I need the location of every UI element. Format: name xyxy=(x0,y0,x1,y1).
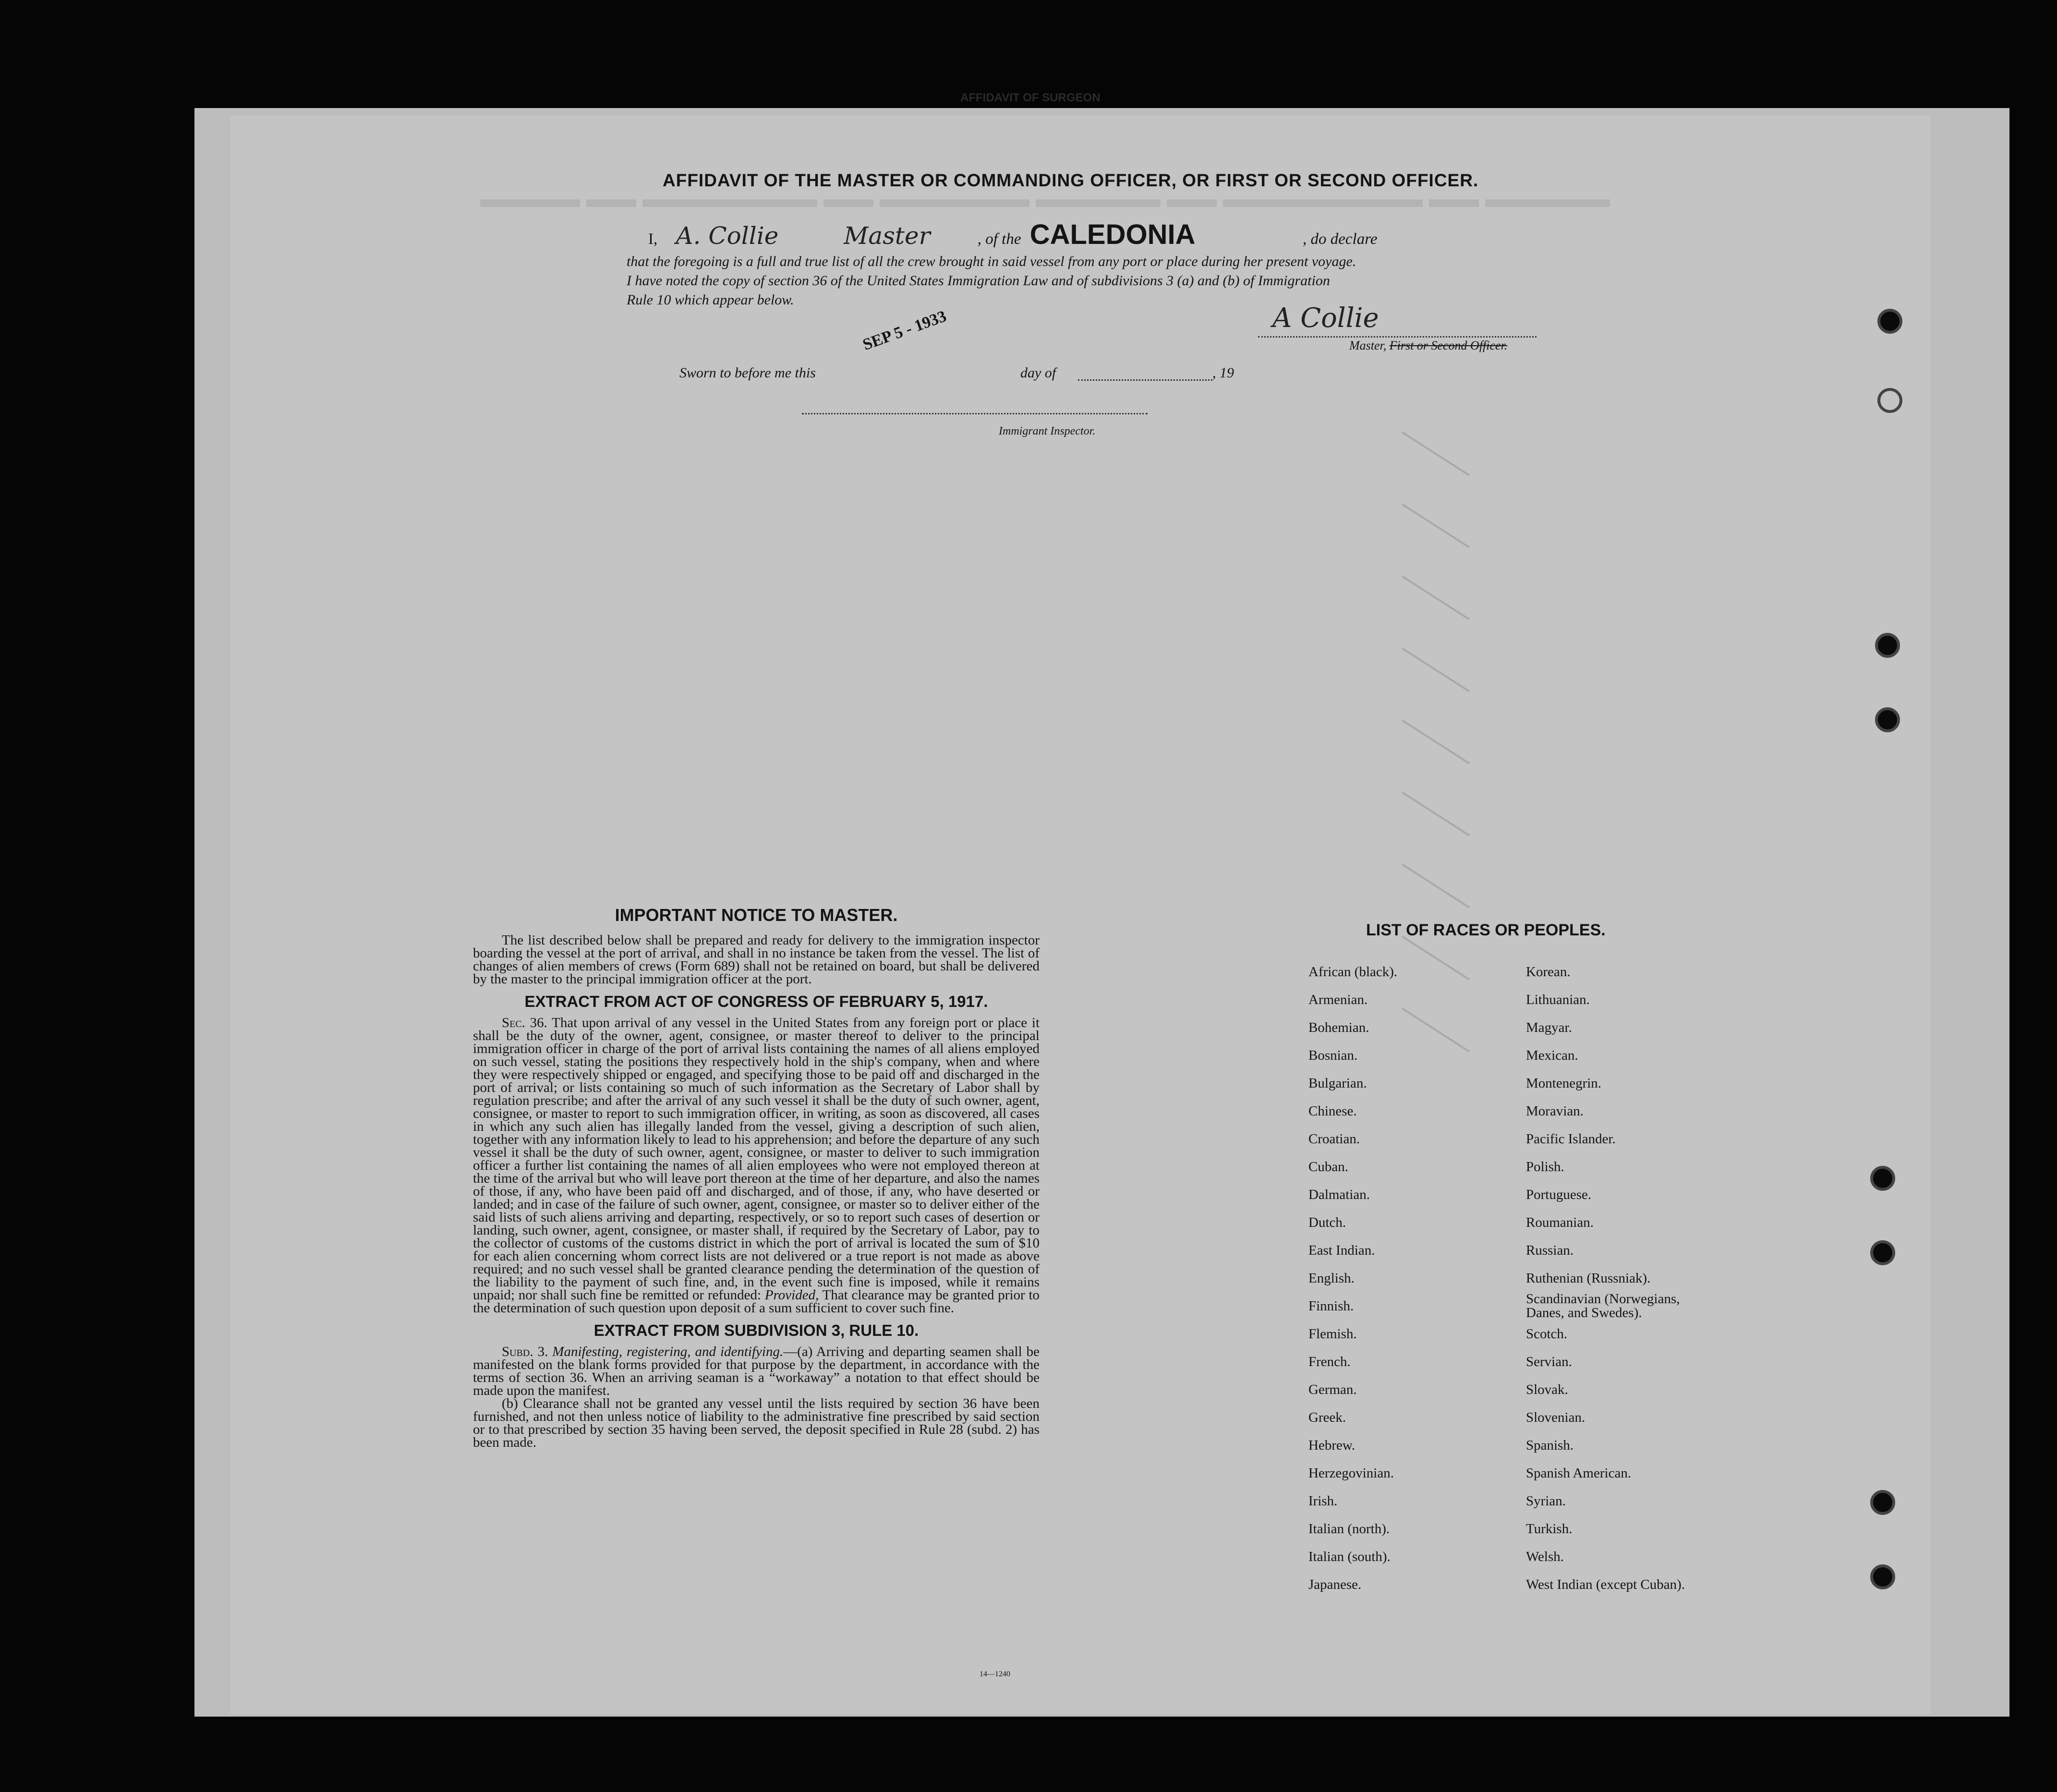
race-item: Spanish. xyxy=(1526,1438,1574,1453)
date-stamp: SEP 5 - 1933 xyxy=(860,307,949,354)
race-item: Scandinavian (Norwegians, Danes, and Swedes). xyxy=(1526,1291,1680,1320)
notice-body: The list described below shall be prepared and ready for delivery to the immigration inspector boarding the vessel at the port of arrival, and shall in no instance be taken from the vessel. The list of changes of alien members of crews (Form 689) shall not be retained on board, but shall be delivered by the master to the principal immigration officer at the port. xyxy=(473,932,1040,987)
master-name-field xyxy=(662,222,974,250)
race-item: Finnish. xyxy=(1308,1298,1354,1314)
of-the-text: , of the xyxy=(977,230,1021,248)
race-item: Irish. xyxy=(1308,1493,1338,1509)
race-item: Scotch. xyxy=(1526,1326,1568,1342)
race-item: Dalmatian. xyxy=(1308,1187,1370,1202)
form-number: 14—1240 xyxy=(980,1670,1010,1678)
race-item: Flemish. xyxy=(1308,1326,1357,1342)
officer-struck: First or Second Officer. xyxy=(1389,339,1508,352)
race-item: African (black). xyxy=(1308,964,1398,980)
affidavit-line-4: Rule 10 which appear below. xyxy=(627,292,794,308)
provided-word: Provided, xyxy=(764,1287,819,1303)
notice-title: IMPORTANT NOTICE TO MASTER. xyxy=(615,905,898,925)
extract-1-title: EXTRACT FROM ACT OF CONGRESS OF FEBRUARY 5, 1917. xyxy=(524,993,988,1010)
vessel-name: CALEDONIA xyxy=(1029,219,1196,250)
race-item: Mexican. xyxy=(1526,1048,1578,1063)
sec-36-tail: That clearance may be granted prior to the determination of such question upon deposit of a sum sufficient to cover such fine. xyxy=(473,1287,1040,1316)
binder-hole xyxy=(1875,707,1900,732)
binder-hole xyxy=(1877,309,1902,334)
race-item: German. xyxy=(1308,1382,1357,1397)
binder-hole xyxy=(1870,1564,1895,1589)
day-of-text: day of xyxy=(1020,365,1056,381)
affidavit-heading: AFFIDAVIT OF THE MASTER OR COMMANDING OFFICER, OR FIRST OR SECOND OFFICER. xyxy=(663,170,1479,190)
race-item: Roumanian. xyxy=(1526,1215,1594,1230)
race-item: Syrian. xyxy=(1526,1493,1566,1509)
subd-italic: Manifesting, registering, and identifying. xyxy=(552,1344,784,1359)
sworn-line xyxy=(679,365,816,381)
race-item: Herzegovinian. xyxy=(1308,1465,1394,1481)
extract-2-title: EXTRACT FROM SUBDIVISION 3, RULE 10. xyxy=(593,1321,919,1339)
race-item: Korean. xyxy=(1526,964,1571,980)
race-item: Portuguese. xyxy=(1526,1187,1592,1202)
race-item: Slovak. xyxy=(1526,1382,1568,1397)
race-item: Cuban. xyxy=(1308,1159,1348,1174)
day-of-line xyxy=(1078,379,1212,381)
binder-hole xyxy=(1870,1166,1895,1191)
race-item: Bosnian. xyxy=(1308,1048,1358,1063)
sec-36-label: Sec. 36. xyxy=(502,1015,547,1030)
race-item: Bulgarian. xyxy=(1308,1076,1367,1091)
race-item: French. xyxy=(1308,1354,1351,1369)
race-item: Pacific Islander. xyxy=(1526,1131,1616,1147)
affidavit-line-2: that the foregoing is a full and true list of all the crew brought in said vessel from any port or place during her present voyage. xyxy=(627,254,1356,269)
race-item: Ruthenian (Russniak). xyxy=(1526,1271,1651,1286)
race-item: Polish. xyxy=(1526,1159,1564,1174)
subd-3-text xyxy=(473,1345,1040,1397)
subd-a: —(a) Arriving and departing seamen shall be manifested on the blank forms provided for that purpose by the department, in accordance with the terms of section 36. When an arriving seaman is a “workaway” a notation to that effect should be made upon the manifest. xyxy=(473,1344,1040,1398)
master-label: Master, xyxy=(1349,339,1387,352)
race-item: Russian. xyxy=(1526,1243,1574,1258)
binder-hole xyxy=(1875,633,1900,658)
top-label: AFFIDAVIT OF SURGEON xyxy=(960,91,1101,104)
signature-line xyxy=(1258,336,1537,338)
race-item: English. xyxy=(1308,1271,1355,1286)
race-item: Chinese. xyxy=(1308,1103,1357,1119)
affidavit-line-1 xyxy=(648,218,1377,251)
race-item: Italian (north). xyxy=(1308,1521,1390,1537)
master-title: Master xyxy=(844,222,931,250)
binder-hole xyxy=(1877,388,1902,413)
races-left-column xyxy=(1308,958,1515,1598)
race-item: Italian (south). xyxy=(1308,1549,1391,1564)
prefix-text: I, xyxy=(648,230,658,248)
race-item: Armenian. xyxy=(1308,992,1368,1007)
race-item: Hebrew. xyxy=(1308,1438,1355,1453)
race-item: East Indian. xyxy=(1308,1243,1375,1258)
race-item: Bohemian. xyxy=(1308,1020,1369,1035)
master-signature: A Collie xyxy=(1272,303,1379,334)
year-text: , 19 xyxy=(1212,365,1234,381)
notice-section xyxy=(473,905,1040,1449)
subd-b: (b) Clearance shall not be granted any vessel until the lists required by section 36 have been furnished, and not then unless notice of liability to the administrative fine prescribed by said section or to that prescribed by section 35 having been served, the deposit specified in Rule 28 (subd. 2) has been made. xyxy=(473,1396,1040,1450)
sec-36-body: That upon arrival of any vessel in the United States from any foreign port or place it shall be the duty of the owner, agent, consignee, or master thereof to deliver to the principal immigration officer in charge of the port of arrival lists containing the names of all aliens employed on such vessel, stating the positions they respectively hold in the ship's company, when and where they were respectively shipped or engaged, and specifying those to be paid off and discharged in the port of arrival; or lists containing so much of such information as the Secretary of Labor shall by regulation prescribe; and after the arrival of any such vessel it shall be the duty of such owner, agent, consignee, or master to report to such immigration officer, in writing, as soon as discovered, all cases in which any such alien has illegally landed from the vessel, giving a description of such alien, together with any information likely to lead to his apprehension; and before the departure of any such vessel it shall be the duty of such owner, agent, consignee, or master to deliver to such immigration officer a further list containing the names of all alien employees who were not employed thereon at the time of the arrival but who will leave port thereon at the time of her departure, and also the names of those, if any, who have been paid off and discharged, and of those, if any, who have deserted or landed; and in case of the failure of such owner, agent, consignee, or master so to deliver either of the said lists of such aliens arriving and departing, respectively, or so to report such cases of desertion or landing, such owner, agent, consignee, or master shall, if required by the Secretary of Labor, pay to the collector of customs of the customs district in which the port of arrival is located the sum of $10 for each alien concerning whom correct lists are not delivered or a true report is not made as above required; and no such vessel shall be granted clearance pending the determination of the question of the liability to the payment of such fine, and, in the event such fine is imposed, while it remains unpaid; nor shall such fine be remitted or refunded: xyxy=(473,1015,1040,1303)
race-item: Turkish. xyxy=(1526,1521,1573,1537)
affidavit-line-3: I have noted the copy of section 36 of the United States Immigration Law and of subdivisions 3 (a) and (b) of Immigration xyxy=(627,273,1330,289)
inspector-label: Immigrant Inspector. xyxy=(999,425,1096,437)
race-item: West Indian (except Cuban). xyxy=(1526,1577,1685,1592)
race-item: Slovenian. xyxy=(1526,1410,1585,1425)
races-right-column xyxy=(1526,958,1737,1598)
sec-36-text xyxy=(473,1017,1040,1315)
binder-hole xyxy=(1870,1240,1895,1265)
master-name: A. Collie xyxy=(676,222,779,250)
race-item: Dutch. xyxy=(1308,1215,1346,1230)
race-item: Greek. xyxy=(1308,1410,1346,1425)
race-item: Lithuanian. xyxy=(1526,992,1590,1007)
race-item: Welsh. xyxy=(1526,1549,1564,1564)
race-item: Magyar. xyxy=(1526,1020,1572,1035)
races-title: LIST OF RACES OR PEOPLES. xyxy=(1366,921,1606,939)
race-item: Montenegrin. xyxy=(1526,1076,1602,1091)
sworn-text: Sworn to before me this xyxy=(679,365,816,381)
race-item: Japanese. xyxy=(1308,1577,1362,1592)
race-item: Moravian. xyxy=(1526,1103,1584,1119)
binder-hole xyxy=(1870,1490,1895,1515)
race-item: Servian. xyxy=(1526,1354,1572,1369)
bleed-through: ▬▬▬▬▬ ▬▬ ▬▬▬▬▬▬▬▬ ▬▬ ▬▬▬▬▬ ▬▬▬▬▬▬ ▬▬ ▬▬▬▬▬▬▬ ▬▬ ▬▬▬▬ xyxy=(480,185,1610,213)
signature-caption xyxy=(1349,339,1507,353)
subd-label: Subd. 3. xyxy=(502,1344,548,1359)
race-item: Spanish American. xyxy=(1526,1465,1632,1481)
race-item: Croatian. xyxy=(1308,1131,1360,1147)
inspector-line xyxy=(802,413,1148,414)
declare-text: , do declare xyxy=(1302,230,1378,248)
